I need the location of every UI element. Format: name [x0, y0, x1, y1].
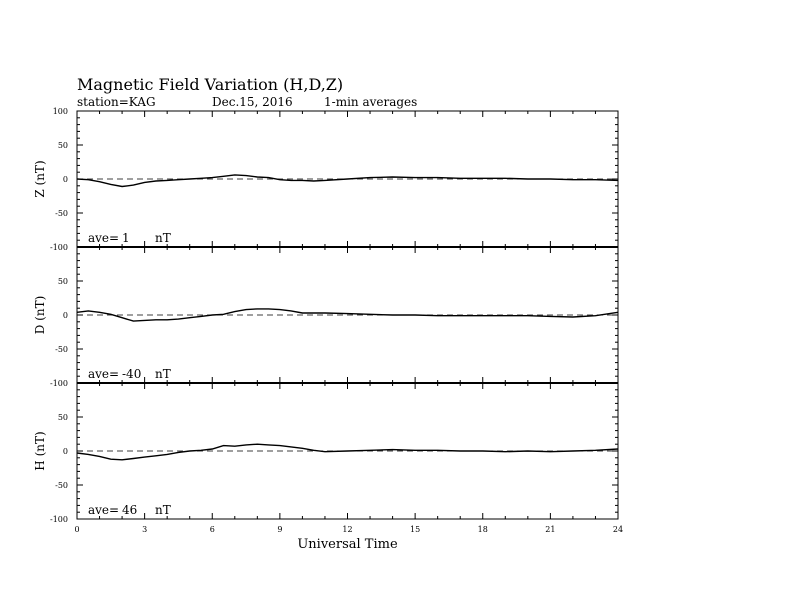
y-tick-label-h: 50 [57, 413, 68, 422]
ave-value-z: 1 [122, 231, 130, 245]
y-tick-label-h: 0 [62, 447, 68, 456]
station-label: station=KAG [77, 95, 156, 109]
ave-value-h: 46 [122, 503, 138, 517]
y-tick-label-z: 50 [57, 141, 68, 150]
x-tick-label: 15 [410, 525, 421, 534]
ave-value-d: -40 [122, 367, 142, 381]
x-tick-label: 0 [74, 525, 80, 534]
x-tick-label: 24 [612, 525, 624, 534]
y-tick-label-z: -100 [50, 243, 68, 252]
y-tick-label-d: 50 [57, 277, 68, 286]
y-tick-label-d: -100 [50, 379, 68, 388]
x-axis-label: Universal Time [297, 537, 398, 552]
chart-title: Magnetic Field Variation (H,D,Z) [77, 75, 344, 94]
ave-label-z: ave= [88, 231, 120, 245]
y-tick-label-h: -50 [55, 481, 68, 490]
series-line-z [77, 175, 618, 187]
y-tick-label-d: 0 [62, 311, 68, 320]
x-tick-label: 18 [477, 525, 488, 534]
y-tick-label-z: 100 [52, 107, 68, 116]
y-axis-label-z: Z (nT) [33, 160, 47, 198]
ave-unit-d: nT [155, 367, 171, 381]
y-tick-label-d: -50 [55, 345, 68, 354]
x-tick-label: 21 [545, 525, 556, 534]
x-tick-label: 6 [209, 525, 215, 534]
y-axis-label-d: D (nT) [33, 295, 47, 335]
ave-label-d: ave= [88, 367, 120, 381]
ave-label-h: ave= [88, 503, 120, 517]
x-tick-label: 3 [142, 525, 148, 534]
x-tick-label: 12 [342, 525, 353, 534]
ave-unit-h: nT [155, 503, 171, 517]
y-tick-label-z: 0 [62, 175, 68, 184]
date-label: Dec.15, 2016 [212, 95, 293, 109]
y-tick-label-h: -100 [50, 515, 68, 524]
y-tick-label-z: -50 [55, 209, 68, 218]
y-axis-label-h: H (nT) [33, 431, 47, 471]
x-tick-label: 9 [277, 525, 283, 534]
series-line-h [77, 444, 618, 460]
averaging-label: 1-min averages [324, 95, 418, 109]
ave-unit-z: nT [155, 231, 171, 245]
